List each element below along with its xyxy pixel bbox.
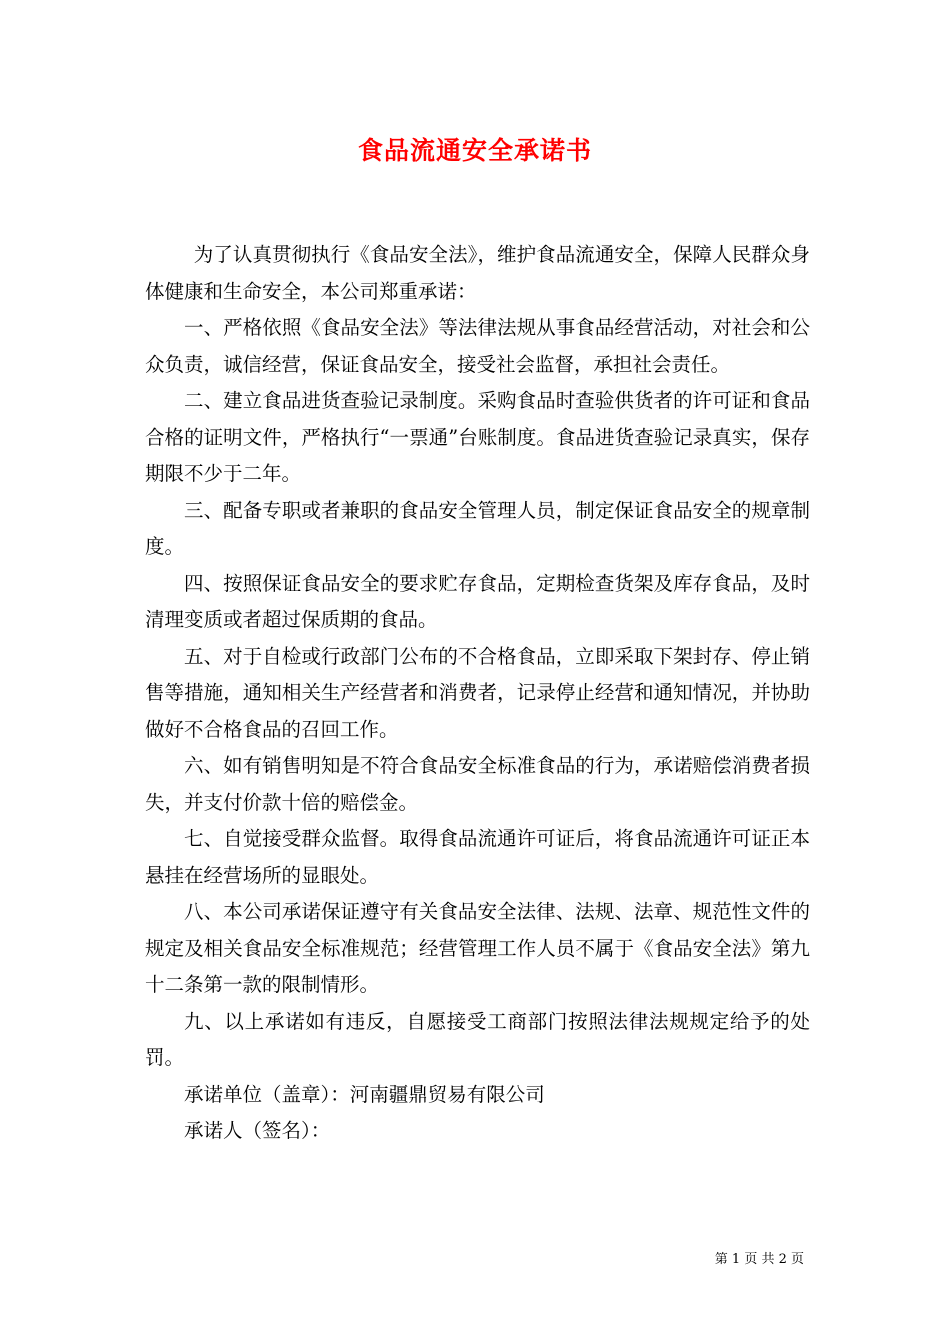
commitment-item-6: 六、如有销售明知是不符合食品安全标准食品的行为，承诺赔偿消费者损失，并支付价款十倍的赔偿金。: [145, 754, 810, 814]
commitment-item-3: 三、配备专职或者兼职的食品安全管理人员，制定保证食品安全的规章制度。: [145, 498, 810, 558]
commitment-item-5: 五、对于自检或行政部门公布的不合格食品，立即采取下架封存、停止销售等措施，通知相关生产经营者和消费者，记录停止经营和通知情况，并协助做好不合格食品的召回工作。: [145, 644, 810, 741]
document-title: 食品流通安全承诺书: [357, 136, 592, 165]
commitment-item-4: 四、按照保证食品安全的要求贮存食品，定期检查货架及库存食品，及时清理变质或者超过保质期的食品。: [145, 571, 810, 631]
commitment-item-7: 七、自觉接受群众监督。取得食品流通许可证后，将食品流通许可证正本悬挂在经营场所的显眼处。: [145, 827, 810, 887]
commitment-item-8: 八、本公司承诺保证遵守有关食品安全法律、法规、法章、规范性文件的规定及相关食品安全标准规范；经营管理工作人员不属于《食品安全法》第九十二条第一款的限制情形。: [145, 900, 810, 996]
intro-paragraph: 为了认真贯彻执行《食品安全法》，维护食品流通安全，保障人民群众身体健康和生命安全，本公司郑重承诺：: [145, 243, 810, 303]
commitment-item-9: 九、以上承诺如有违反，自愿接受工商部门按照法律法规规定给予的处罚。: [145, 1009, 810, 1069]
document-body: [145, 237, 810, 1150]
commitment-item-1: 一、严格依照《食品安全法》等法律法规从事食品经营活动，对社会和公众负责，诚信经营，保证食品安全，接受社会监督，承担社会责任。: [145, 316, 810, 376]
commitment-item-2: 二、建立食品进货查验记录制度。采购食品时查验供货者的许可证和食品合格的证明文件，严格执行“一票通”台账制度。食品进货查验记录真实，保存期限不少于二年。: [145, 389, 810, 485]
signature-unit: 承诺单位（盖章）：河南疆鼎贸易有限公司: [184, 1082, 545, 1106]
signature-person: 承诺人（签名）：: [184, 1119, 331, 1142]
page-number: 第 1 页 共 2 页: [714, 1252, 804, 1267]
